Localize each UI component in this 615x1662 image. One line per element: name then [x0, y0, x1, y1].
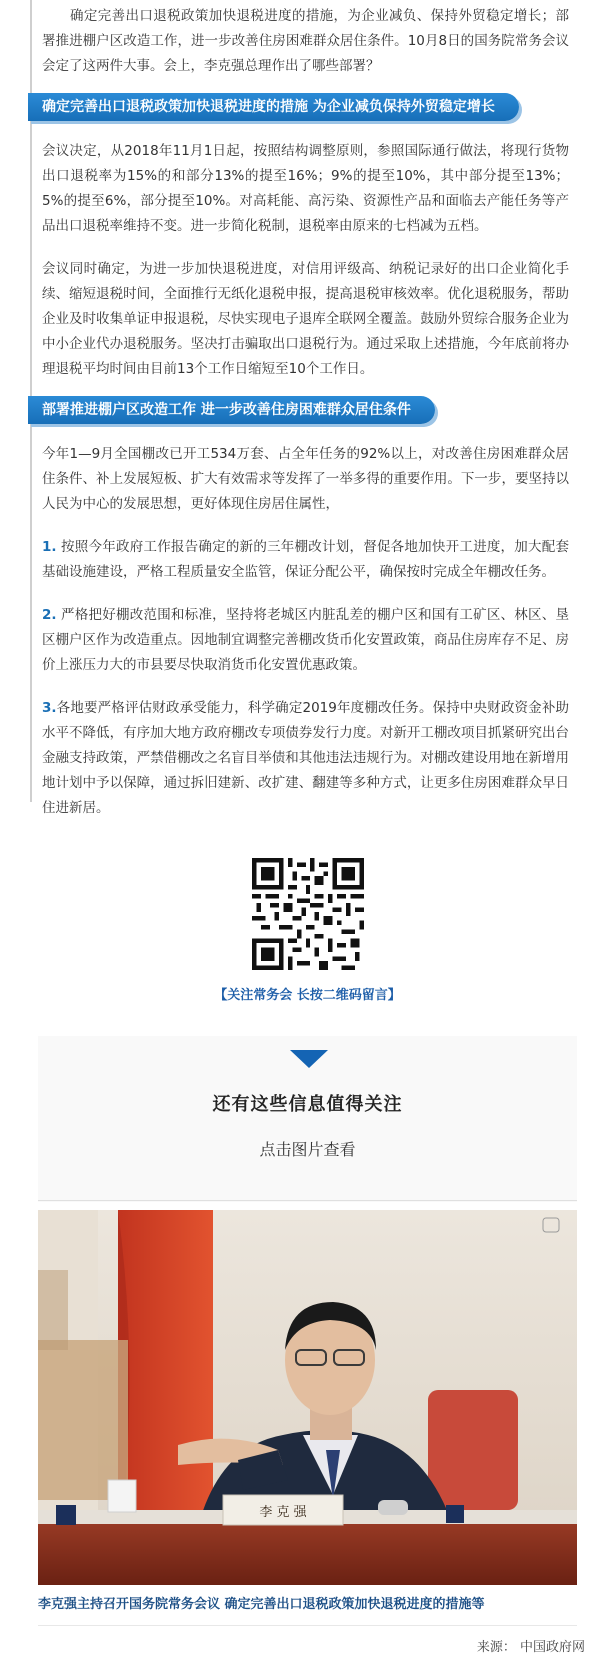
section-title-shantytown: 部署推进棚户区改造工作 进一步改善住房困难群众居住条件 — [28, 396, 435, 424]
article-body — [30, 0, 585, 821]
qr-code-image[interactable] — [252, 858, 364, 970]
divider — [38, 1200, 577, 1201]
list-text: 严格把好棚改范围和标准，坚持将老城区内脏乱差的棚户区和国有工矿区、林区、垦区棚户区作为改造重点。因地制宜调整完善棚改货币化安置政策，商品住房库存不足、房价上涨压力大的市县要尽快取消货币化安置优惠政策。 — [42, 607, 569, 673]
list-text: 各地要严格评估财政承受能力，科学确定2019年度棚改任务。保持中央财政资金补助水平不降低，有序加大地方政府棚改专项债券发行力度。对新开工棚改项目抓紧研究出台金融支持政策，严禁借棚改之名盲目举债和其他违法违规行为。对棚改建设用地在新增用地计划中予以保障，通过拆旧建新、改扩建、翻建等多种方式，让更多住房困难群众早日住进新居。 — [42, 700, 569, 816]
qr-section — [0, 858, 615, 1003]
section1-paragraph-1: 会议决定，从2018年11月1日起，按照结构调整原则，参照国际通行做法，将现行货物出口退税率为15%的和部分13%的提至16%；9%的提至10%，其中部分提至13%；5%的提至6%，部分提至10%。对高耗能、高污染、资源性产品和面临去产能任务等产品出口退税率维持不变。进一步简化税制，退税率由原来的七档减为五档。 — [42, 143, 569, 234]
down-arrow-icon — [290, 1050, 328, 1068]
list-number: 3. — [42, 700, 57, 716]
more-info-subtitle[interactable]: 点击图片查看 — [259, 1140, 356, 1159]
section-title-tax-rebate: 确定完善出口退税政策加快退税进度的措施 为企业减负保持外贸稳定增长 — [28, 93, 519, 121]
divider — [38, 1625, 577, 1626]
qr-caption: 【关注常务会 长按二维码留言】 — [214, 988, 401, 1003]
source-label: 来源： 中国政府网 — [476, 1640, 585, 1655]
list-item-3 — [30, 696, 585, 821]
premier-meeting-image — [38, 1210, 577, 1585]
more-info-title: 还有这些信息值得关注 — [212, 1094, 403, 1115]
list-item-2 — [30, 603, 585, 678]
news-photo[interactable] — [38, 1210, 577, 1585]
photo-caption-link[interactable]: 李克强主持召开国务院常务会议 确定完善出口退税政策加快退税进度的措施等 — [38, 1597, 485, 1612]
list-item-1 — [30, 535, 585, 585]
nameplate-text: 李 克 强 — [259, 1505, 307, 1520]
section2-paragraph-1: 今年1—9月全国棚改已开工534万套、占全年任务的92%以上，对改善住房困难群众居住条件、补上发展短板、扩大有效需求等发挥了一举多得的重要作用。下一步，要坚持以人民为中心的发展思想，更好体现住房居住属性， — [42, 446, 569, 512]
section1-paragraph-2: 会议同时确定，为进一步加快退税进度，对信用评级高、纳税记录好的出口企业简化手续、缩短退税时间，全面推行无纸化退税申报，提高退税审核效率。优化退税服务，帮助企业及时收集单证申报退税，尽快实现电子退库全联网全覆盖。鼓励外贸综合服务企业为中小企业代办退税服务。坚决打击骗取出口退税行为。通过采取上述措施，今年底前将办理退税平均时间由目前13个工作日缩短至10个工作日。 — [42, 261, 569, 377]
list-text: 按照今年政府工作报告确定的新的三年棚改计划，督促各地加快开工进度，加大配套基础设施建设，严格工程质量安全监管，保证分配公平，确保按时完成全年棚改任务。 — [42, 539, 569, 580]
intro-paragraph: 确定完善出口退税政策加快退税进度的措施，为企业减负、保持外贸稳定增长；部署推进棚户区改造工作，进一步改善住房困难群众居住条件。10月8日的国务院常务会议会定了这两件大事。会上，李克强总理作出了哪些部署？ — [42, 8, 569, 74]
list-number: 2. — [42, 607, 57, 623]
list-number: 1. — [42, 539, 57, 555]
